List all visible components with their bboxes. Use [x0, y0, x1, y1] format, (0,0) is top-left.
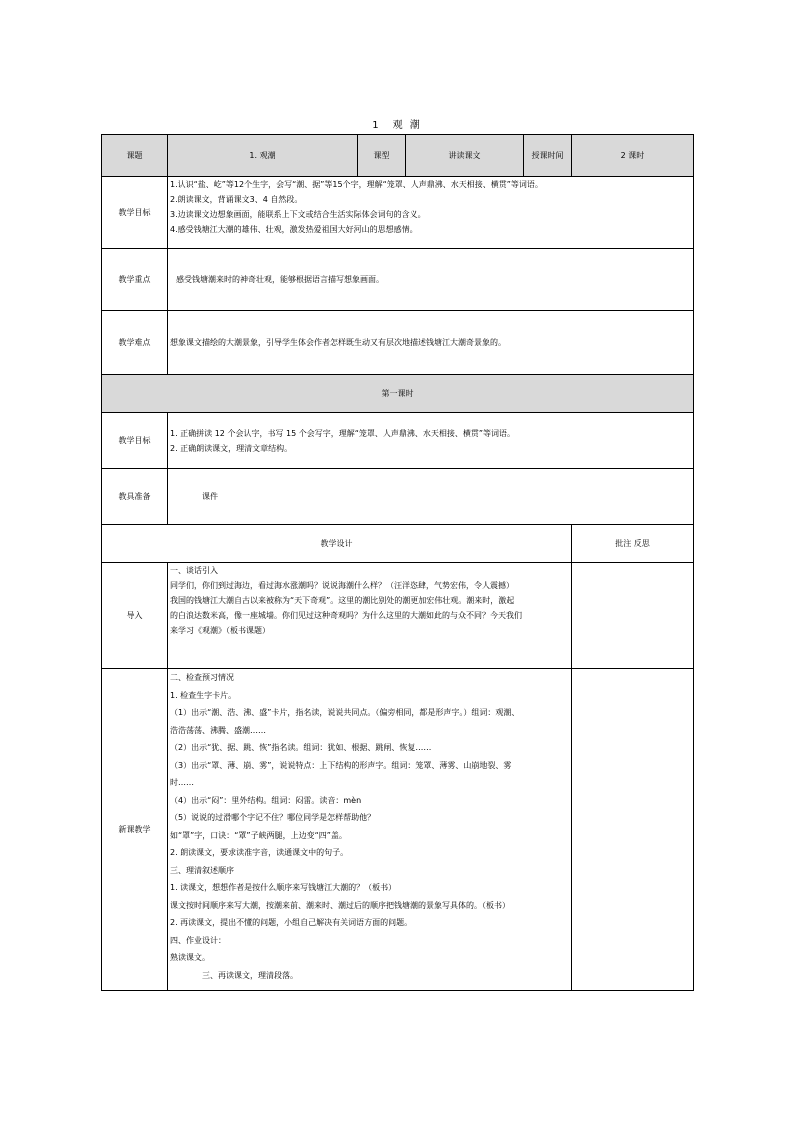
kexing-value: 讲读课文 [406, 135, 524, 177]
shouke-value: 2 课时 [572, 135, 694, 177]
goal-line: 2.朗读课文，背诵课文3、4 自然段。 [170, 195, 303, 204]
difficulty-text: 想象课文描绘的大潮景象，引导学生体会作者怎样既生动又有层次地描述钱塘江大潮奇景象的。 [170, 338, 506, 347]
intro-notes [572, 563, 694, 669]
intro-line: 的白浪达数米高，像一座城墙。你们见过这种奇观吗？为什么这里的大潮如此的与众不同？今天我们 [170, 611, 522, 620]
intro-line: 来学习《观潮》（板书课题） [170, 626, 270, 635]
lesson-line: 三、理清叙述顺序 [170, 865, 234, 875]
lesson-line: （3）出示“罩、薄、崩、雾”，说说特点：上下结构的形声字。组词：笼罩、薄雾、山崩地裂、雾 [170, 760, 512, 770]
lesson-line: 四、作业设计： [170, 935, 226, 945]
page-title: 1 观 潮 [372, 120, 422, 131]
new-lesson-content [168, 669, 572, 991]
kexing-label: 课型 [358, 135, 406, 177]
difficulty-row [102, 311, 694, 375]
goals1-row [102, 413, 694, 469]
difficulty-content [168, 311, 694, 375]
lesson-line: （1）出示“潮、浩、沸、盛”卡片，指名读，说说共同点。（偏旁相同，都是形声字。）组词：观潮、 [170, 708, 520, 717]
tools-content [168, 469, 694, 525]
design-label: 教学设计 [102, 525, 572, 563]
lesson-line: 2. 朗读课文，要求读准字音，读通课文中的句子。 [170, 848, 349, 857]
lesson-line: 时…… [170, 778, 194, 787]
tools-label: 教具准备 [102, 469, 168, 525]
lesson-line: 二、检查预习情况 [170, 673, 234, 682]
header-row [102, 135, 694, 177]
lesson-line: 课文按时间顺序来写大潮，按潮来前、潮来时、潮过后的顺序把钱塘潮的景象写具体的。（板书） [170, 900, 510, 910]
goal1-line: 2. 正确朗读课文，理清文章结构。 [170, 443, 293, 453]
intro-content [168, 563, 572, 669]
goals-label: 教学目标 [102, 177, 168, 249]
design-header-row [102, 525, 694, 563]
new-lesson-label: 新课教学 [102, 669, 168, 991]
lesson-line: 2. 再读课文，提出不懂的问题，小组自己解决有关词语方面的问题。 [170, 918, 413, 927]
goal-line: 1.认识“盐、屹”等12个生字，会写“潮、据”等15个字，理解“笼罩、人声鼎沸、水天相接、横贯”等词语。 [170, 180, 543, 189]
key-points-text: 感受钱塘潮来时的神奇壮观，能够根据语言描写想象画面。 [176, 275, 384, 284]
lesson-line: （2）出示“犹、据、跳、恢”指名读。组词：犹如、根据、跳闸、恢复…… [170, 743, 432, 752]
shouke-label: 授课时间 [524, 135, 572, 177]
intro-line: 同学们，你们到过海边，看过海水涨潮吗？说说海潮什么样？（汪洋恣肆，气势宏伟，令人震撼） [170, 581, 514, 590]
lesson1-row [102, 375, 694, 413]
lesson-line: （4）出示“闷”：里外结构。组词：闷雷。读音：mèn [170, 795, 362, 805]
goal-line: 4.感受钱塘江大潮的雄伟、壮观，激发热爱祖国大好河山的思想感情。 [170, 225, 418, 234]
lesson-line: 浩浩荡荡、沸腾、盛潮…… [170, 725, 266, 735]
lesson-line: 如“罩”字，口诀：“罩”子峡两腿，上边变“四”盖。 [170, 830, 347, 840]
key-points-content [168, 249, 694, 311]
intro-line: 一、谈话引入 [170, 566, 218, 575]
goals-row [102, 177, 694, 249]
key-points-row [102, 249, 694, 311]
goals1-label: 教学目标 [102, 413, 168, 469]
difficulty-label: 教学难点 [102, 311, 168, 375]
keti-label: 课题 [102, 135, 168, 177]
goal1-line: 1. 正确拼读 12 个会认字，书写 15 个会写字，理解“笼罩、人声鼎沸、水天相接、横贯”等词语。 [170, 428, 515, 438]
goal-line: 3.边读课文边想象画面，能联系上下文或结合生活实际体会词句的含义。 [170, 210, 426, 219]
lesson-line: 三、再读课文，理清段落。 [202, 970, 298, 980]
tools-row [102, 469, 694, 525]
lesson-line: 1. 读课文，想想作者是按什么顺序来写钱塘江大潮的？（板书） [170, 883, 397, 892]
keti-value: 1. 观潮 [168, 135, 358, 177]
key-points-label: 教学重点 [102, 249, 168, 311]
lesson-line: 熟读课文。 [170, 953, 210, 962]
tools-text: 课件 [202, 492, 218, 501]
new-lesson-row [102, 669, 694, 991]
notes-label: 批注 反思 [572, 525, 694, 563]
lesson-plan-table [101, 134, 694, 991]
intro-label: 导入 [102, 563, 168, 669]
lesson-line: 1. 检查生字卡片。 [170, 690, 237, 700]
lesson1-title: 第一课时 [102, 375, 694, 413]
goals-content [168, 177, 694, 249]
intro-row [102, 563, 694, 669]
new-lesson-notes [572, 669, 694, 991]
lesson-line: （5）说说的过滑哪个字记不住？哪位同学是怎样帮助他？ [170, 813, 376, 822]
goals1-content [168, 413, 694, 469]
intro-line: 我国的钱塘江大潮自古以来被称为“天下奇观”。这里的潮比别处的潮更加宏伟壮观。潮来时，激起 [170, 596, 515, 605]
